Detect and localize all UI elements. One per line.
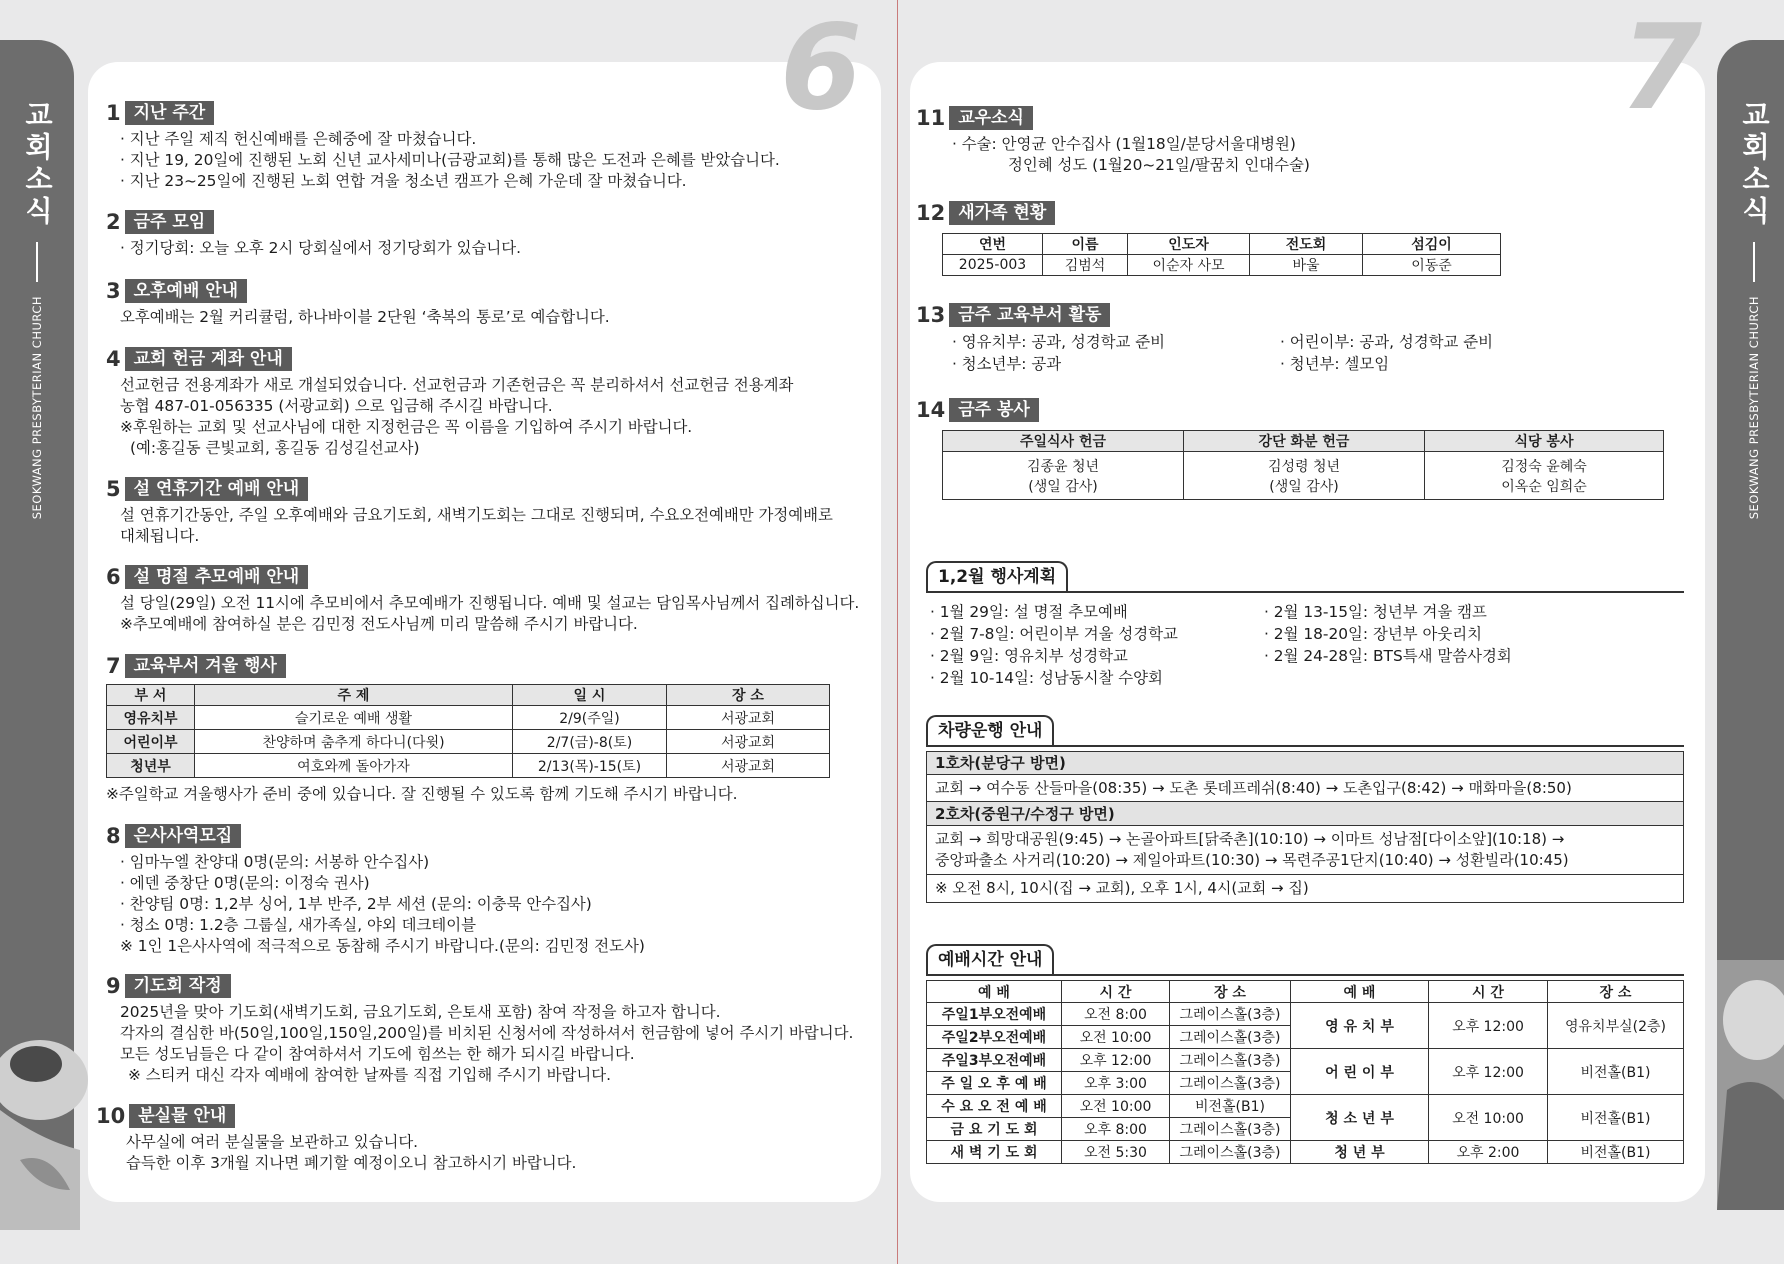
text-line: 2025년을 맞아 기도회(새벽기도회, 금요기도회, 은토새 포함) 참여 작정을 하고자 합니다.: [120, 1003, 721, 1021]
table-row: 김종윤 청년 (생일 감사) 김성령 청년 (생일 감사) 김정숙 윤혜숙 이옥순 임희순: [943, 452, 1664, 500]
section-title: 교회 헌금 계좌 안내: [125, 347, 292, 371]
section-title: 금주 교육부서 활동: [949, 303, 1110, 327]
side-tab-title: 교회소식: [21, 100, 54, 228]
event-item: · 2월 18-20일: 장년부 아웃리치: [1264, 625, 1482, 643]
text-line: 농협 487-01-056335 (서광교회) 으로 입금해 주시길 바랍니다.: [120, 397, 553, 415]
text-line: · 영유치부: 공과, 성경학교 준비: [952, 333, 1165, 351]
event-item: · 2월 7-8일: 어린이부 겨울 성경학교: [930, 625, 1178, 643]
side-tab-title: 교회소식: [1738, 100, 1771, 228]
text-line: ※후원하는 교회 및 선교사님에 대한 지정헌금은 꼭 이름을 기입하여 주시기 바랍니다.: [120, 418, 693, 436]
table-row: 주일2부오전예배 오전 10:00 그레이스홀(3층): [927, 1026, 1684, 1049]
car2-route: 교회 → 희망대공원(9:45) → 논골아파트[닭죽촌](10:10) → 이마트 성남점[다이소앞](10:18) →: [935, 830, 1565, 848]
event-item: · 2월 9일: 영유치부 성경학교: [930, 647, 1128, 665]
section-member-news: 11 교우소식 · 수술: 안영균 안수집사 (1월18일/분당서울대병원) 정인혜 성도 (1월20~21일/팔꿈치 인대수술): [916, 106, 1310, 174]
section-title: 금주 모임: [125, 210, 215, 234]
section-title: 금주 봉사: [949, 398, 1039, 422]
event-item: · 2월 24-28일: BTS특새 말씀사경회: [1264, 647, 1512, 665]
section-title: 기도회 작정: [125, 974, 231, 998]
car2-route: 중앙파출소 사거리(10:20) → 제일아파트(10:30) → 목련주공1단지(10:40) → 성환빌라(10:45): [935, 851, 1569, 869]
table-row: 주 일 오 후 예 배 오후 3:00 그레이스홀(3층): [927, 1072, 1684, 1095]
section-title: 교육부서 겨울 행사: [125, 654, 286, 678]
page-divider: [897, 0, 898, 1264]
event-item: · 2월 13-15일: 청년부 겨울 캠프: [1264, 603, 1487, 621]
text-line: · 지난 23~25일에 진행된 노회 연합 겨울 청소년 캠프가 은혜 가운데 잘 마쳤습니다.: [120, 172, 687, 190]
table-row: 2025-003 김범석 이순자 사모 바울 이동준: [943, 255, 1501, 276]
car1-route: 교회 → 여수동 산들마을(08:35) → 도촌 롯데프레쉬(8:40) → 도촌입구(8:42) → 매화마을(8:50): [927, 775, 1683, 802]
section-ministry-recruit: 8 은사사역모집 · 임마누엘 찬양대 0명(문의: 서봉하 안수집사) · 에덴 중창단 0명(문의: 이정숙 권사) · 찬양팀 0명: 1,2부 싱어, 1부 반주, 2부 세션 (문의: 이충묵 안수집사) · 청소 0명: 1.2층 그룹실, 새가족실, 야외 데크테이블 ※ 1인 1은사사역에 적극적으로 동참해 주시기 바랍니다.(문의: 김민정 전도사): [106, 824, 645, 955]
section-offering-account: 4 교회 헌금 계좌 안내 선교헌금 전용계좌가 새로 개설되었습니다. 선교헌금과 기존헌금은 꼭 분리하셔서 선교헌금 전용계좌 농협 487-01-056335 (서광교회) 으로 입금해 주시길 바랍니다. ※후원하는 교회 및 선교사님에 대한 지정헌금은 꼭 이름을 기입하여 주시기 바랍니다. (예:홍길동 큰빛교회, 홍길동 김성길선교사): [106, 347, 794, 457]
section-lost-found: 10 분실물 안내 사무실에 여러 분실물을 보관하고 있습니다. 습득한 이후 3개월 지나면 폐기할 예정이오니 참고하시기 바랍니다.: [96, 1104, 577, 1172]
car1-title: 1호차(분당구 방면): [927, 752, 1683, 775]
event-item: · 1월 29일: 설 명절 추모예배: [930, 603, 1128, 621]
text-line: 모든 성도님들은 다 같이 참여하셔서 기도에 힘쓰는 한 해가 되시길 바랍니다.: [120, 1045, 635, 1063]
table-row: 새 벽 기 도 회 오전 5:30 그레이스홀(3층) 청 년 부 오후 2:00 비전홀(B1): [927, 1141, 1684, 1164]
text-line: 대체됩니다.: [120, 527, 200, 545]
section-title: 교우소식: [949, 106, 1033, 130]
text-line: · 지난 주일 제직 헌신예배를 은혜중에 잘 마쳤습니다.: [120, 130, 477, 148]
section-winter-events: 7 교육부서 겨울 행사 부 서 주 제 일 시 장 소 영유치부 슬기로운 예배 생활 2/9(주일) 서광교회 어린이부 찬양하며 춤추게 하다니(다윗) 2/7(금)-8(토) 서광교회 청년부 여호와께 돌아가자 2/13(목)-15(토) 서광교회 ※주일학교 겨울행사가 준비 중에 있습니다. 잘 진행될 수 있도록 함께 기도해 주시기 바랍니다.: [106, 654, 830, 805]
text-line: 정인혜 성도 (1월20~21일/팔꿈치 인대수술): [1008, 156, 1310, 174]
text-line: · 정기당회: 오늘 오후 2시 당회실에서 정기당회가 있습니다.: [120, 239, 521, 257]
events-title: 1,2월 행사계획: [926, 561, 1068, 591]
page-number-left: 6: [780, 0, 863, 136]
text-line: · 찬양팀 0명: 1,2부 싱어, 1부 반주, 2부 세션 (문의: 이충묵 안수집사): [120, 895, 592, 913]
bus-title: 차량운행 안내: [926, 715, 1054, 745]
text-line: 선교헌금 전용계좌가 새로 개설되었습니다. 선교헌금과 기존헌금은 꼭 분리하셔서 선교헌금 전용계좌: [120, 376, 794, 394]
section-last-week: 1 지난 주간 · 지난 주일 제직 헌신예배를 은혜중에 잘 마쳤습니다. · 지난 19, 20일에 진행된 노회 신년 교사세미나(금광교회)를 통해 많은 도전과 은혜를 받았습니다. · 지난 23~25일에 진행된 노회 연합 겨울 청소년 캠프가 은혜 가운데 잘 마쳤습니다.: [106, 101, 780, 190]
bus-note: ※ 오전 8시, 10시(집 → 교회), 오후 1시, 4시(교회 → 집): [935, 879, 1309, 897]
section-title: 오후예배 안내: [125, 279, 247, 303]
text-line: 습득한 이후 3개월 지나면 폐기할 예정이오니 참고하시기 바랍니다.: [126, 1154, 577, 1172]
events-box: [926, 561, 1684, 689]
new-family-table: 연번 이름 인도자 전도회 섬김이 2025-003 김범석 이순자 사모 바울 이동준: [942, 233, 1501, 276]
worship-table: 예 배 시 간 장 소 예 배 시 간 장 소 주일1부오전예배 오전 8:00 그레이스홀(3층) 영 유 치 부 오후 12:00 영유치부실(2층) 주일2부오전예배 오전 10:00 그레이스홀(3층) 주일3부오전예배 오후 12:00 그레이스홀(3층) 어 린 이 부 오후 12:00 비전홀(B1) 주 일 오 후 예 배 오후 3:00 그레이스홀(3층) 수 요 오 전 예 배 오전 10:00 비전홀(B1) 청 소 년 부 오전 10:00 비전홀(B1) 금 요 기 도 회 오후 8:00 그레이스홀(3층) 새 벽 기 도 회 오전 5:30 그레이스홀(3층) 청 년 부 오후 2:00 비전홀(B1): [926, 980, 1684, 1164]
text-line: · 청소 0명: 1.2층 그룹실, 새가족실, 야외 데크테이블: [120, 916, 476, 934]
side-tab-subtitle: SEOKWANG PRESBYTERIAN CHURCH: [30, 296, 44, 520]
section-service-duty: 14 금주 봉사 주일식사 헌금 강단 화분 헌금 식당 봉사 김종윤 청년 (생일 감사) 김성령 청년 (생일 감사) 김정숙 윤혜숙 이옥순 임희순: [916, 398, 1664, 500]
winter-events-note: ※주일학교 겨울행사가 준비 중에 있습니다. 잘 진행될 수 있도록 함께 기도해 주시기 바랍니다.: [106, 785, 738, 803]
text-line: · 청년부: 셀모임: [1280, 355, 1390, 373]
table-row: 주일3부오전예배 오후 12:00 그레이스홀(3층) 어 린 이 부 오후 12:00 비전홀(B1): [927, 1049, 1684, 1072]
text-line: · 어린이부: 공과, 성경학교 준비: [1280, 333, 1493, 351]
section-title: 분실물 안내: [129, 1104, 235, 1128]
table-row: 영유치부 슬기로운 예배 생활 2/9(주일) 서광교회: [107, 706, 830, 730]
text-line: · 에덴 중창단 0명(문의: 이정숙 권사): [120, 874, 370, 892]
text-line: · 지난 19, 20일에 진행된 노회 신년 교사세미나(금광교회)를 통해 많은 도전과 은혜를 받았습니다.: [120, 151, 780, 169]
hands-photo: [1717, 960, 1784, 1210]
text-line: (예:홍길동 큰빛교회, 홍길동 김성길선교사): [130, 439, 420, 457]
page-number-right: 7: [1620, 0, 1703, 136]
section-title: 설 연휴기간 예배 안내: [125, 477, 309, 501]
text-line: 설 당일(29일) 오전 11시에 추모비에서 추모예배가 진행됩니다. 예배 및 설교는 담임목사님께서 집례하십니다.: [120, 594, 860, 612]
hands-plant-photo: [0, 1000, 90, 1230]
worship-box: [926, 944, 1684, 1164]
section-title: 지난 주간: [125, 101, 215, 125]
worship-title: 예배시간 안내: [926, 944, 1054, 974]
section-education-activities: 13 금주 교육부서 활동 · 영유치부: 공과, 성경학교 준비 · 청소년부: 공과 · 어린이부: 공과, 성경학교 준비 · 청년부: 셀모임: [916, 303, 1493, 373]
car2-title: 2호차(중원구/수정구 방면): [927, 802, 1683, 826]
text-line: ※ 스티커 대신 각자 예배에 참여한 날짜를 직접 기입해 주시기 바랍니다.: [128, 1066, 611, 1084]
text-line: ※ 1인 1은사사역에 적극적으로 동참해 주시기 바랍니다.(문의: 김민정 전도사): [120, 937, 645, 955]
section-afternoon-worship: 3 오후예배 안내 오후예배는 2월 커리큘럼, 하나바이블 2단원 ‘축복의 통로’로 예습합니다.: [106, 279, 610, 326]
table-row: 어린이부 찬양하며 춤추게 하다니(다윗) 2/7(금)-8(토) 서광교회: [107, 730, 830, 754]
section-memorial-service: 6 설 명절 추모예배 안내 설 당일(29일) 오전 11시에 추모비에서 추모예배가 진행됩니다. 예배 및 설교는 담임목사님께서 집례하십니다. ※추모예배에 참여하실 분은 김민정 전도사님께 미리 말씀해 주시기 바랍니다.: [106, 565, 860, 633]
table-row: 주일1부오전예배 오전 8:00 그레이스홀(3층) 영 유 치 부 오후 12:00 영유치부실(2층): [927, 1003, 1684, 1026]
section-prayer-pledge: 9 기도회 작정 2025년을 맞아 기도회(새벽기도회, 금요기도회, 은토새 포함) 참여 작정을 하고자 합니다. 각자의 결심한 바(50일,100일,150일,200일)를 비치된 신청서에 작성하셔서 헌금함에 넣어 주시기 바랍니다. 모든 성도님들은 다 같이 참여하셔서 기도에 힘쓰는 한 해가 되시길 바랍니다. ※ 스티커 대신 각자 예배에 참여한 날짜를 직접 기입해 주시기 바랍니다.: [106, 974, 854, 1084]
section-title: 은사사역모집: [125, 824, 242, 848]
section-title: 새가족 현황: [949, 201, 1055, 225]
text-line: 사무실에 여러 분실물을 보관하고 있습니다.: [126, 1133, 419, 1151]
service-duty-table: 주일식사 헌금 강단 화분 헌금 식당 봉사 김종윤 청년 (생일 감사) 김성령 청년 (생일 감사) 김정숙 윤혜숙 이옥순 임희순: [942, 430, 1664, 500]
section-meetings: 2 금주 모임 · 정기당회: 오늘 오후 2시 당회실에서 정기당회가 있습니다.: [106, 210, 521, 257]
text-line: · 청소년부: 공과: [952, 355, 1062, 373]
text-line: ※추모예배에 참여하실 분은 김민정 전도사님께 미리 말씀해 주시기 바랍니다.: [120, 615, 638, 633]
text-line: 오후예배는 2월 커리큘럼, 하나바이블 2단원 ‘축복의 통로’로 예습합니다.: [120, 308, 610, 326]
section-title: 설 명절 추모예배 안내: [125, 565, 309, 589]
event-item: · 2월 10-14일: 성남동시찰 수양회: [930, 669, 1163, 687]
text-line: · 임마누엘 찬양대 0명(문의: 서봉하 안수집사): [120, 853, 430, 871]
text-line: · 수술: 안영균 안수집사 (1월18일/분당서울대병원): [952, 135, 1296, 153]
table-row: 수 요 오 전 예 배 오전 10:00 비전홀(B1) 청 소 년 부 오전 10:00 비전홀(B1): [927, 1095, 1684, 1118]
winter-events-table: 부 서 주 제 일 시 장 소 영유치부 슬기로운 예배 생활 2/9(주일) 서광교회 어린이부 찬양하며 춤추게 하다니(다윗) 2/7(금)-8(토) 서광교회 청년부 여호와께 돌아가자 2/13(목)-15(토) 서광교회: [106, 684, 830, 778]
bus-box: [926, 715, 1684, 903]
text-line: 설 연휴기간동안, 주일 오후예배와 금요기도회, 새벽기도회는 그대로 진행되며, 수요오전예배만 가정예배로: [120, 506, 833, 524]
table-row: 청년부 여호와께 돌아가자 2/13(목)-15(토) 서광교회: [107, 754, 830, 778]
text-line: 각자의 결심한 바(50일,100일,150일,200일)를 비치된 신청서에 작성하셔서 헌금함에 넣어 주시기 바랍니다.: [120, 1024, 854, 1042]
side-tab-subtitle: SEOKWANG PRESBYTERIAN CHURCH: [1747, 296, 1761, 520]
section-holiday-worship: 5 설 연휴기간 예배 안내 설 연휴기간동안, 주일 오후예배와 금요기도회, 새벽기도회는 그대로 진행되며, 수요오전예배만 가정예배로 대체됩니다.: [106, 477, 833, 545]
section-new-family: 12 새가족 현황 연번 이름 인도자 전도회 섬김이 2025-003 김범석 이순자 사모 바울 이동준: [916, 201, 1501, 276]
table-row: 금 요 기 도 회 오후 8:00 그레이스홀(3층): [927, 1118, 1684, 1141]
